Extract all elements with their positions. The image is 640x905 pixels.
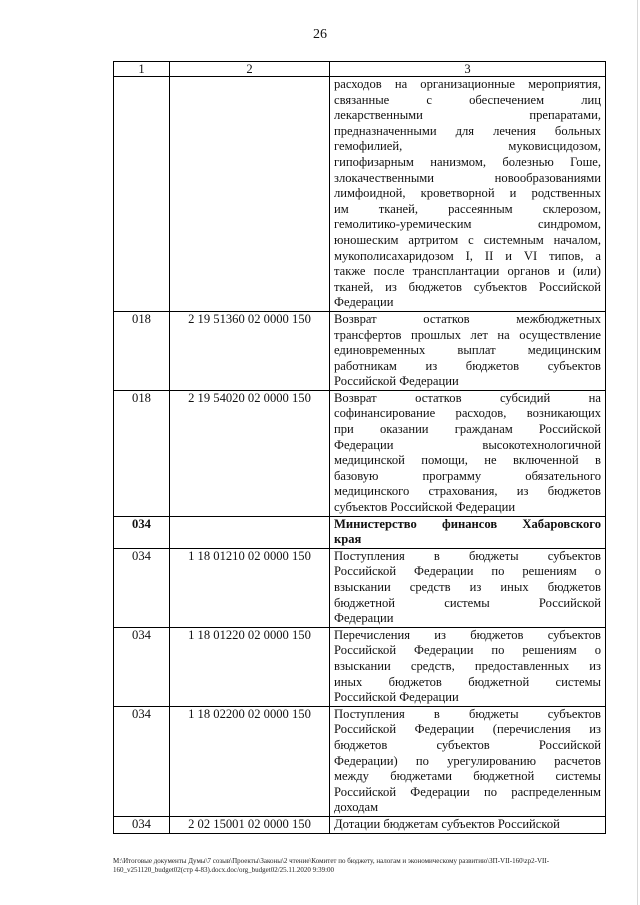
description-line: базовую программу обязательного — [334, 468, 601, 483]
description-line: Дотации бюджетам субъектов Российской — [334, 816, 560, 831]
description-cell — [330, 627, 606, 706]
description-line: Поступления в бюджеты субъектов — [334, 548, 601, 563]
budget-code-cell — [170, 77, 330, 312]
page-number: 26 — [313, 27, 327, 42]
admin-code-cell: 034 — [114, 516, 170, 548]
description-line: лекарственными препаратами, — [334, 108, 601, 123]
description-line: медицинской помощи, не включенной в — [334, 453, 601, 468]
description-line: предназначенными для лечения больных — [334, 123, 601, 138]
description-line: субъектов Российской Федерации — [334, 500, 516, 515]
description-line: также после трансплантации органов и (или) — [334, 264, 601, 279]
description-line: Федерации высокотехнологичной — [334, 437, 601, 452]
description-cell — [330, 77, 606, 312]
description-line: юношеским артритом с системным началом, — [334, 232, 601, 247]
admin-code-cell: 018 — [114, 311, 170, 390]
description-line: Российской Федерации — [334, 374, 459, 389]
description-line: мукополисахаридозом I, II и VI типов, а — [334, 248, 601, 263]
table-row — [114, 548, 606, 627]
admin-code-cell: 034 — [114, 548, 170, 627]
description-line: Российской Федерации по решениям о — [334, 564, 601, 579]
table-header-row — [114, 62, 606, 77]
budget-code-cell: 1 18 01210 02 0000 150 — [170, 548, 330, 627]
description-line: софинансирование расходов, возникающих — [334, 406, 601, 421]
description-cell — [330, 816, 606, 833]
description-line: Российской Федерации по распределенным — [334, 784, 601, 799]
description-line: им тканей, рассеянным склерозом, — [334, 201, 601, 216]
table-row — [114, 816, 606, 833]
header-col-2: 2 — [170, 62, 330, 77]
description-line: Российской Федерации (перечисления из — [334, 722, 601, 737]
description-line: работникам из бюджетов субъектов — [334, 358, 601, 373]
description-line: Федерации) по урегулированию расчетов — [334, 753, 601, 768]
description-line: взыскании средств из иных бюджетов — [334, 580, 601, 594]
description-line: расходов на организационные мероприятия, — [334, 77, 601, 91]
description-line: при оказании гражданам Российской — [334, 422, 601, 437]
description-line: единовременных выплат медицинским — [334, 343, 601, 358]
scan-edge-line — [637, 0, 638, 905]
header-col-3: 3 — [330, 62, 606, 77]
header-col-1: 1 — [114, 62, 170, 77]
description-line: гемолитико-уремическим синдромом, — [334, 217, 601, 232]
description-cell — [330, 706, 606, 816]
description-line: Федерации — [334, 611, 394, 626]
table-row — [114, 390, 606, 516]
document-footer — [113, 857, 613, 875]
description-line: гипофизарным нанизмом, болезнью Гоше, — [334, 154, 601, 169]
admin-code-cell: 034 — [114, 706, 170, 816]
description-line: иных бюджетов бюджетной системы — [334, 674, 601, 689]
description-line: лимфоидной, кроветворной и родственных — [334, 186, 601, 201]
admin-code-cell: 034 — [114, 816, 170, 833]
description-line: бюджетной системы Российской — [334, 595, 601, 610]
description-line: Российской Федерации — [334, 690, 459, 705]
description-cell — [330, 311, 606, 390]
budget-code-cell: 1 18 01220 02 0000 150 — [170, 627, 330, 706]
table-row — [114, 516, 606, 548]
budget-code-cell: 1 18 02200 02 0000 150 — [170, 706, 330, 816]
budget-code-cell: 2 19 51360 02 0000 150 — [170, 311, 330, 390]
table-row — [114, 77, 606, 312]
description-line: медицинского страхования, из бюджетов — [334, 484, 601, 499]
footer-path-line-2: 160_v251120_budget02(стр 4-83).docx.doc/org_budget02/25.11.2020 9:39:00 — [113, 866, 335, 874]
table-row — [114, 311, 606, 390]
description-line: бюджетов субъектов Российской — [334, 737, 601, 752]
budget-codes-table — [113, 61, 606, 834]
table-row — [114, 627, 606, 706]
description-line: между бюджетами бюджетной системы — [334, 769, 601, 784]
description-cell — [330, 390, 606, 516]
admin-code-cell — [114, 77, 170, 312]
description-line: злокачественными новообразованиями — [334, 170, 601, 185]
description-line: связанные с обеспечением лиц — [334, 92, 601, 107]
description-cell — [330, 516, 606, 548]
footer-path-line-1: M:\Итоговые документы Думы\7 созыв\Проекты\Законы\2 чтение\Комитет по бюджету, налогам и экономическому развитию\ЗП-VII-160\zp2-VII- — [113, 857, 550, 865]
description-line: Перечисления из бюджетов субъектов — [334, 627, 601, 642]
budget-code-cell: 2 02 15001 02 0000 150 — [170, 816, 330, 833]
description-line: Российской Федерации по решениям о — [334, 643, 601, 658]
description-line: взыскании средств, предоставленных из — [334, 658, 601, 673]
budget-code-cell — [170, 516, 330, 548]
description-line: Федерации — [334, 295, 394, 310]
budget-code-cell: 2 19 54020 02 0000 150 — [170, 390, 330, 516]
description-line: трансфертов прошлых лет на осуществление — [334, 327, 601, 342]
description-line: Возврат остатков субсидий на — [334, 390, 601, 405]
description-cell — [330, 548, 606, 627]
admin-code-cell: 034 — [114, 627, 170, 706]
description-line: гемофилией, муковисцидозом, — [334, 139, 601, 154]
description-line: доходам — [334, 800, 379, 815]
admin-code-cell: 018 — [114, 390, 170, 516]
description-line: тканей, из бюджетов субъектов Российской — [334, 279, 601, 294]
description-line: Поступления в бюджеты субъектов — [334, 706, 601, 721]
table-row — [114, 706, 606, 816]
description-line: края — [334, 532, 362, 547]
description-line: Возврат остатков межбюджетных — [334, 311, 601, 326]
description-line: Министерство финансов Хабаровского — [334, 516, 601, 531]
